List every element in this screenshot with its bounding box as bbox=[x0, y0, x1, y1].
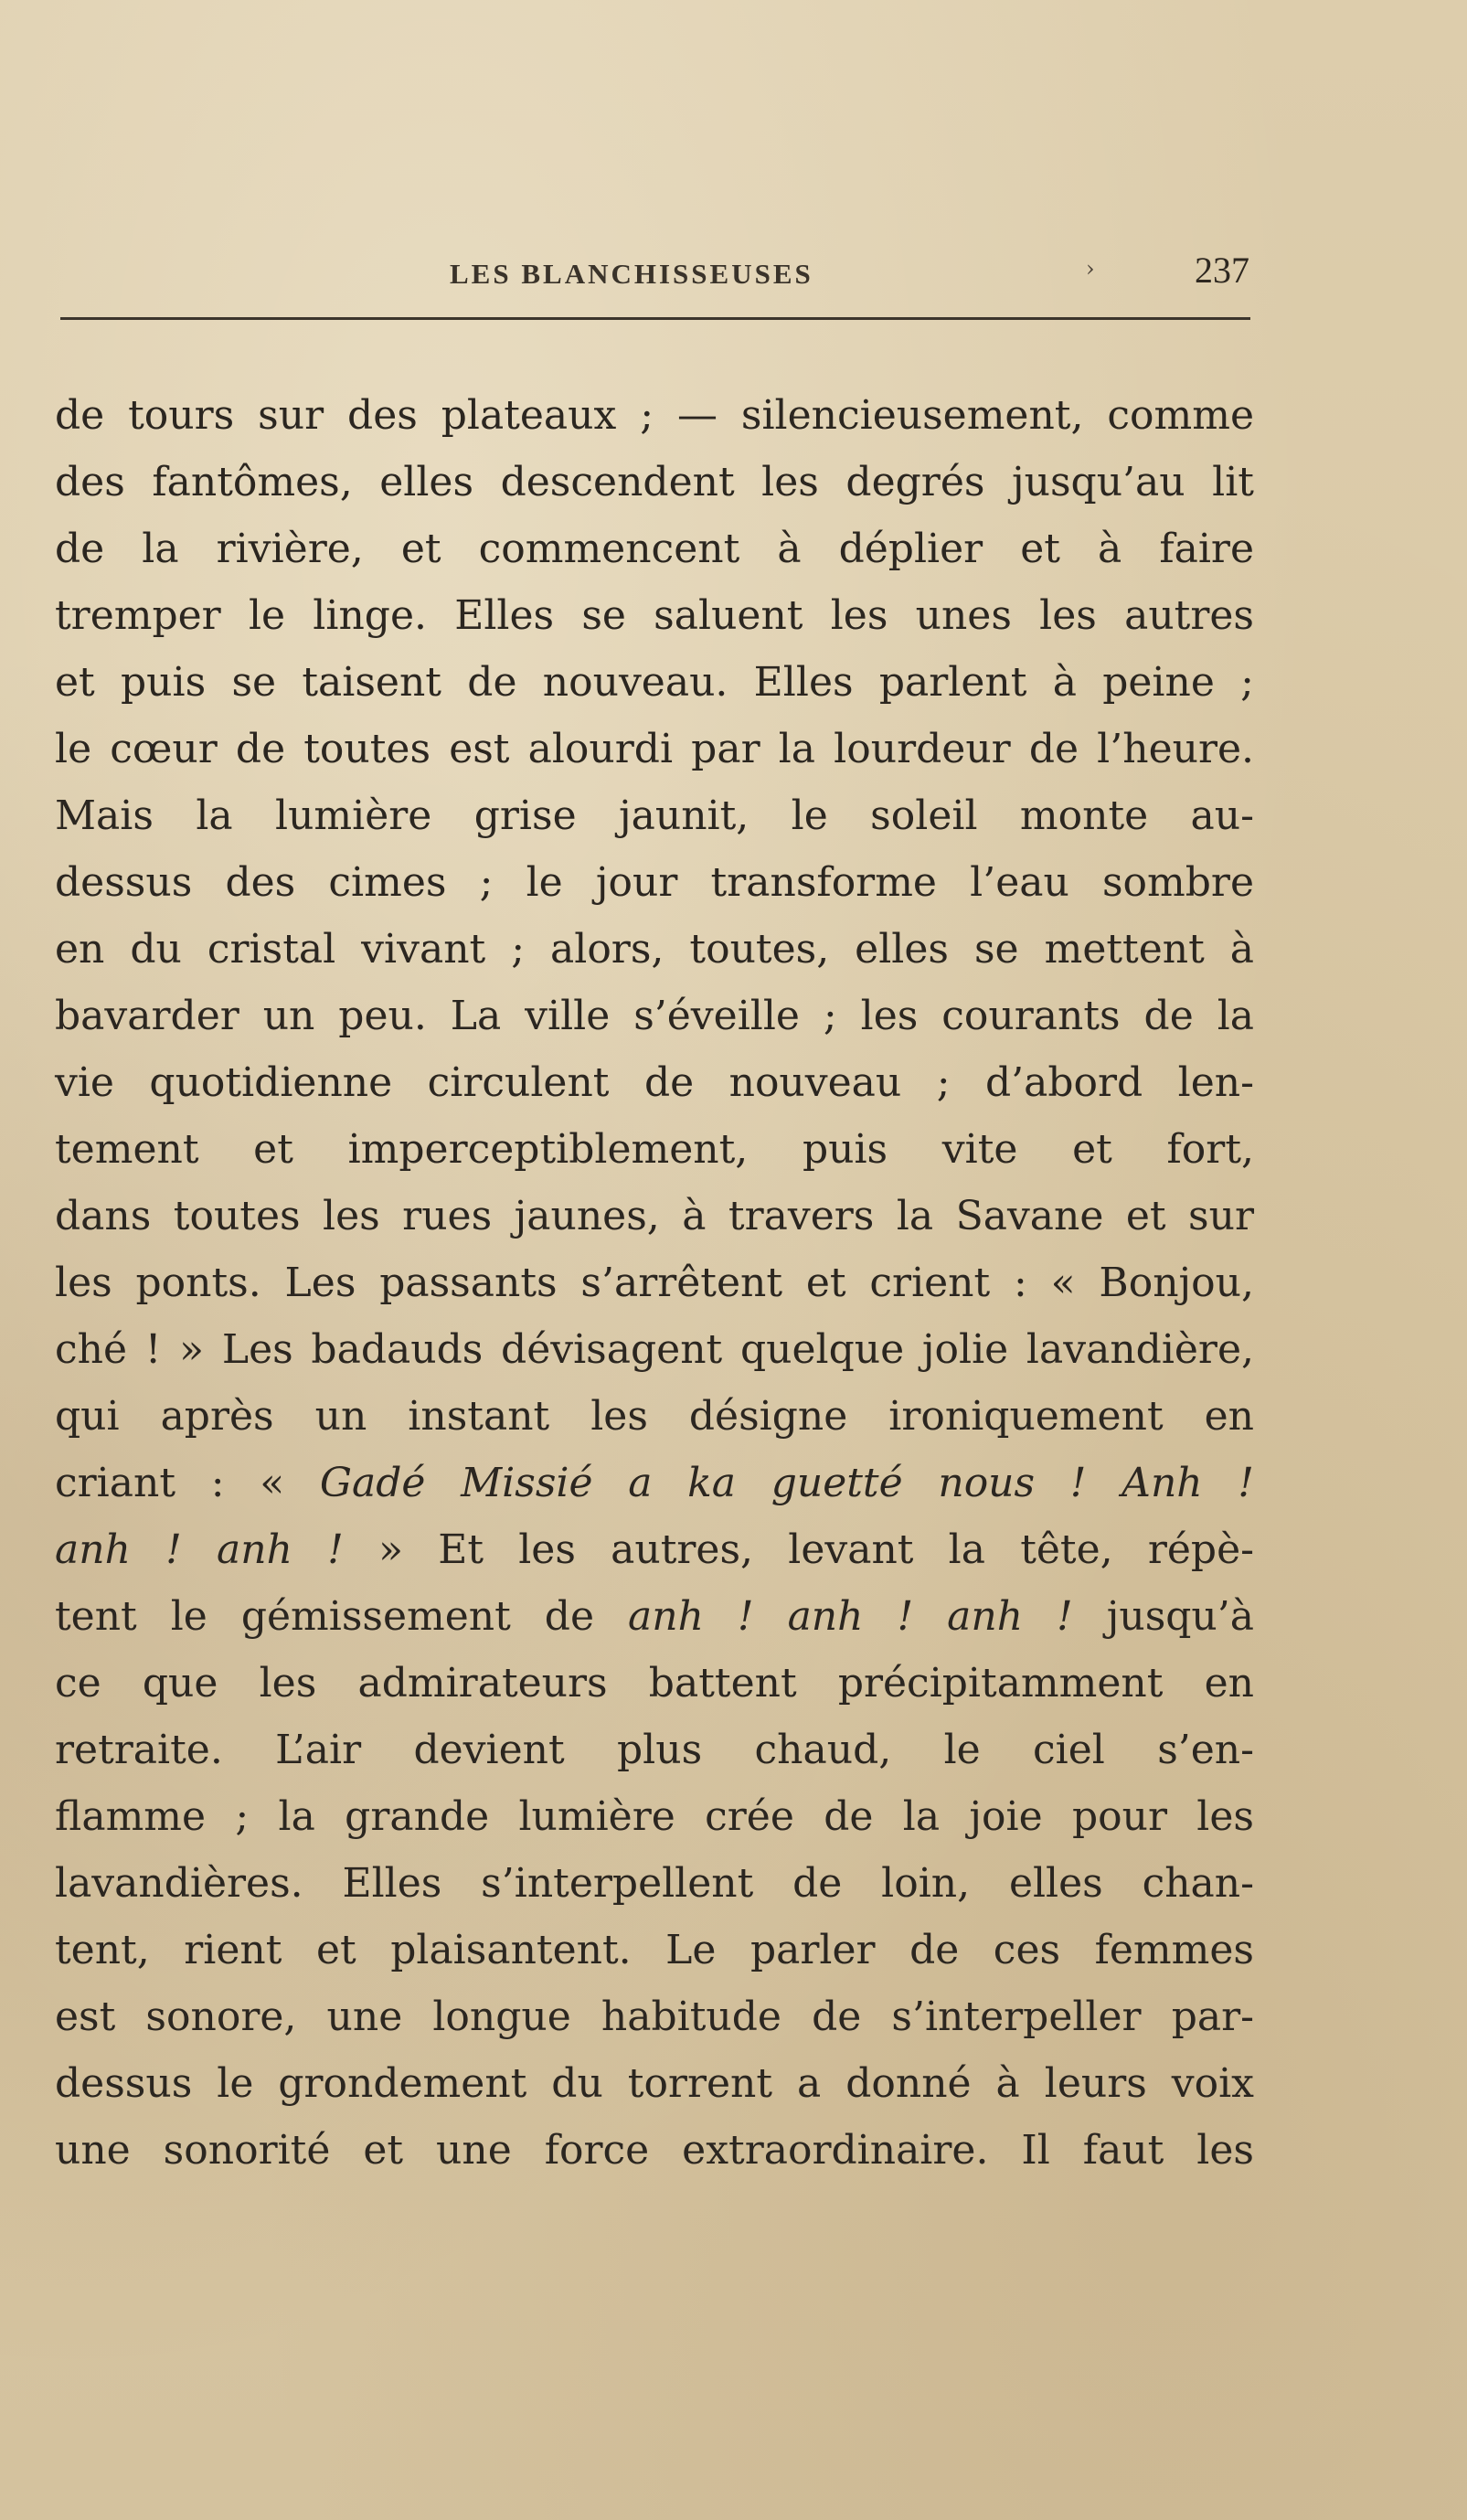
text-line: lavandières. Elles s’interpellent de loin, elles chan- bbox=[55, 1860, 1254, 1907]
text-line-mixed bbox=[55, 1583, 1254, 1650]
creole-quote: Gadé Missié a ka guetté nous ! Anh ! bbox=[319, 1460, 1254, 1506]
text-line: en du cristal vivant ; alors, toutes, elles se mettent à bbox=[55, 926, 1254, 973]
text-line: bavarder un peu. La ville s’éveille ; les courants de la bbox=[55, 993, 1254, 1039]
running-mark: › bbox=[1086, 256, 1095, 282]
text-line-mixed bbox=[55, 1516, 1254, 1583]
text-line: et puis se taisent de nouveau. Elles parlent à peine ; bbox=[55, 659, 1254, 706]
text-line: tement et imperceptiblement, puis vite et fort, bbox=[55, 1126, 1254, 1173]
body-text bbox=[55, 382, 1254, 2184]
text-line: ché ! » Les badauds dévisagent quelque jolie lavandière, bbox=[55, 1326, 1254, 1373]
text-line: ce que les admirateurs battent précipitamment en bbox=[55, 1660, 1254, 1707]
text-line: Mais la lumière grise jaunit, le soleil monte au- bbox=[55, 792, 1254, 839]
running-title: LES BLANCHISSEUSES bbox=[450, 258, 813, 290]
text-line: retraite. L’air devient plus chaud, le ciel s’en- bbox=[55, 1727, 1254, 1773]
header-rule bbox=[60, 317, 1250, 320]
text-line: de la rivière, et commencent à déplier et à faire bbox=[55, 526, 1254, 572]
text-line: est sonore, une longue habitude de s’interpeller par- bbox=[55, 1994, 1254, 2040]
text-segment: tent le gémissement de bbox=[55, 1593, 628, 1640]
running-head bbox=[57, 245, 1249, 300]
text-segment: jusqu’à bbox=[1072, 1593, 1254, 1640]
text-line: dessus le grondement du torrent a donné à leurs voix bbox=[55, 2060, 1254, 2107]
text-line: vie quotidienne circulent de nouveau ; d’abord len- bbox=[55, 1059, 1254, 1106]
page-number: 237 bbox=[1195, 250, 1249, 291]
text-line: qui après un instant les désigne ironiquement en bbox=[55, 1393, 1254, 1440]
text-line: une sonorité et une force extraordinaire. Il faut les bbox=[55, 2127, 1254, 2174]
text-line: tremper le linge. Elles se saluent les unes les autres bbox=[55, 592, 1254, 639]
text-line: les ponts. Les passants s’arrêtent et crient : « Bonjou, bbox=[55, 1260, 1254, 1306]
text-segment: » Et les autres, levant la tête, répè- bbox=[343, 1526, 1254, 1573]
text-line: flamme ; la grande lumière crée de la joie pour les bbox=[55, 1793, 1254, 1840]
text-line: dessus des cimes ; le jour transforme l’eau sombre bbox=[55, 859, 1254, 906]
text-line: des fantômes, elles descendent les degrés jusqu’au lit bbox=[55, 459, 1254, 505]
text-line: tent, rient et plaisantent. Le parler de ces femmes bbox=[55, 1927, 1254, 1973]
text-line-mixed bbox=[55, 1450, 1254, 1516]
text-segment: criant : « bbox=[55, 1460, 320, 1506]
creole-quote: anh ! anh ! bbox=[55, 1526, 344, 1573]
creole-quote: anh ! anh ! anh ! bbox=[628, 1593, 1073, 1640]
text-line: dans toutes les rues jaunes, à travers la Savane et sur bbox=[55, 1193, 1254, 1239]
text-line: de tours sur des plateaux ; — silencieusement, comme bbox=[55, 392, 1254, 439]
text-line: le cœur de toutes est alourdi par la lourdeur de l’heure. bbox=[55, 726, 1254, 772]
